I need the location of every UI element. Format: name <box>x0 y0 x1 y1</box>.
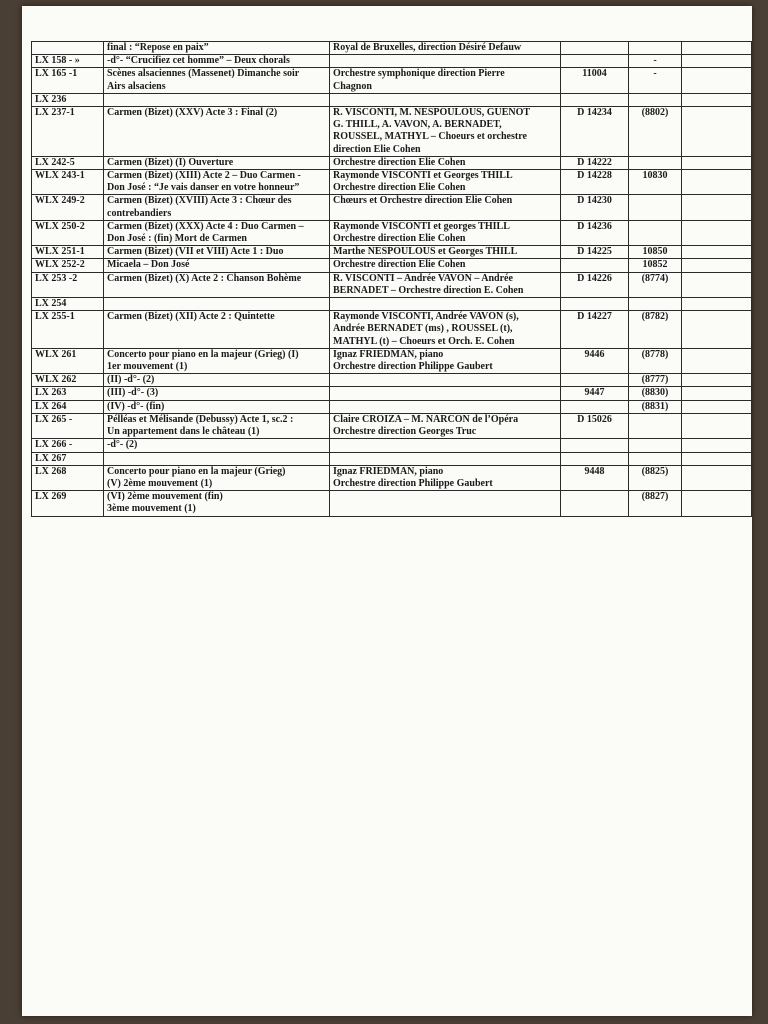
alternate-number-cell: (8825) <box>629 465 682 490</box>
table-row <box>32 400 752 413</box>
catalog-number-cell: WLX 249-2 <box>32 195 104 220</box>
performers-cell: R. VISCONTI – Andrée VAVON – Andrée BERNADET – Orchestre direction E. Cohen <box>330 272 561 297</box>
work-title-cell: Micaela – Don José <box>104 259 330 272</box>
recordings-table <box>31 41 752 517</box>
work-title-cell: (IV) -d°- (fin) <box>104 400 330 413</box>
performers-cell: Claire CROIZA – M. NARCON de l’Opéra Orchestre direction Georges Truc <box>330 413 561 438</box>
performers-cell: Ignaz FRIEDMAN, piano Orchestre direction Philippe Gaubert <box>330 348 561 373</box>
work-title-cell: Pélléas et Mélisande (Debussy) Acte 1, sc.2 : Un appartement dans le château (1) <box>104 413 330 438</box>
catalog-number-cell: WLX 250-2 <box>32 220 104 245</box>
table-row <box>32 298 752 311</box>
empty-cell <box>682 195 752 220</box>
alternate-number-cell: (8827) <box>629 491 682 516</box>
matrix-number-cell: D 14222 <box>561 156 629 169</box>
table-row <box>32 452 752 465</box>
performers-cell <box>330 452 561 465</box>
performers-cell: Orchestre direction Elie Cohen <box>330 156 561 169</box>
catalog-number-cell: LX 236 <box>32 93 104 106</box>
table-row <box>32 465 752 490</box>
work-title-cell: Carmen (Bizet) (XII) Acte 2 : Quintette <box>104 311 330 349</box>
work-title-cell: -d°- (2) <box>104 439 330 452</box>
table-row <box>32 55 752 68</box>
work-title-cell: Carmen (Bizet) (XVIII) Acte 3 : Chœur des contrebandiers <box>104 195 330 220</box>
empty-cell <box>682 93 752 106</box>
catalog-number-cell <box>32 42 104 55</box>
performers-cell: Chœurs et Orchestre direction Elie Cohen <box>330 195 561 220</box>
matrix-number-cell <box>561 374 629 387</box>
matrix-number-cell: D 15026 <box>561 413 629 438</box>
alternate-number-cell: (8830) <box>629 387 682 400</box>
alternate-number-cell: - <box>629 55 682 68</box>
performers-cell <box>330 400 561 413</box>
empty-cell <box>682 272 752 297</box>
matrix-number-cell: D 14225 <box>561 246 629 259</box>
catalog-number-cell: LX 267 <box>32 452 104 465</box>
empty-cell <box>682 220 752 245</box>
catalog-number-cell: WLX 261 <box>32 348 104 373</box>
matrix-number-cell: 9448 <box>561 465 629 490</box>
work-title-cell: Carmen (Bizet) (I) Ouverture <box>104 156 330 169</box>
catalog-number-cell: LX 237-1 <box>32 107 104 157</box>
matrix-number-cell: D 14226 <box>561 272 629 297</box>
work-title-cell: Carmen (Bizet) (XIII) Acte 2 – Duo Carmen - Don José : “Je vais danser en votre honneur” <box>104 170 330 195</box>
performers-cell: Orchestre symphonique direction Pierre Chagnon <box>330 68 561 93</box>
alternate-number-cell <box>629 413 682 438</box>
table-row <box>32 107 752 157</box>
alternate-number-cell <box>629 42 682 55</box>
matrix-number-cell <box>561 491 629 516</box>
performers-cell: Raymonde VISCONTI et georges THILL Orchestre direction Elie Cohen <box>330 220 561 245</box>
matrix-number-cell: D 14228 <box>561 170 629 195</box>
performers-cell: Raymonde VISCONTI, Andrée VAVON (s), Andrée BERNADET (ms) , ROUSSEL (t), MATHYL (t) – Choeurs et Orch. E. Cohen <box>330 311 561 349</box>
catalog-number-cell: WLX 243-1 <box>32 170 104 195</box>
empty-cell <box>682 156 752 169</box>
catalog-number-cell: LX 269 <box>32 491 104 516</box>
catalog-number-cell: LX 242-5 <box>32 156 104 169</box>
catalog-page <box>22 6 752 1016</box>
empty-cell <box>682 55 752 68</box>
matrix-number-cell: 9447 <box>561 387 629 400</box>
work-title-cell <box>104 298 330 311</box>
catalog-number-cell: LX 263 <box>32 387 104 400</box>
alternate-number-cell: (8778) <box>629 348 682 373</box>
alternate-number-cell <box>629 439 682 452</box>
empty-cell <box>682 311 752 349</box>
table-row <box>32 93 752 106</box>
alternate-number-cell: (8782) <box>629 311 682 349</box>
table-row <box>32 195 752 220</box>
table-row <box>32 387 752 400</box>
matrix-number-cell <box>561 452 629 465</box>
alternate-number-cell <box>629 452 682 465</box>
empty-cell <box>682 465 752 490</box>
work-title-cell: (VI) 2ème mouvement (fin) 3ème mouvement (1) <box>104 491 330 516</box>
catalog-number-cell: LX 264 <box>32 400 104 413</box>
alternate-number-cell <box>629 298 682 311</box>
catalog-number-cell: LX 255-1 <box>32 311 104 349</box>
alternate-number-cell: 10852 <box>629 259 682 272</box>
alternate-number-cell <box>629 93 682 106</box>
work-title-cell: Carmen (Bizet) (XXX) Acte 4 : Duo Carmen – Don José : (fin) Mort de Carmen <box>104 220 330 245</box>
performers-cell: Marthe NESPOULOUS et Georges THILL <box>330 246 561 259</box>
table-row <box>32 413 752 438</box>
performers-cell <box>330 491 561 516</box>
table-row <box>32 68 752 93</box>
catalog-number-cell: WLX 262 <box>32 374 104 387</box>
work-title-cell: Concerto pour piano en la majeur (Grieg) (V) 2ème mouvement (1) <box>104 465 330 490</box>
work-title-cell: Carmen (Bizet) (VII et VIII) Acte 1 : Duo <box>104 246 330 259</box>
catalog-number-cell: WLX 252-2 <box>32 259 104 272</box>
work-title-cell <box>104 93 330 106</box>
work-title-cell <box>104 452 330 465</box>
matrix-number-cell: 11004 <box>561 68 629 93</box>
performers-cell: Orchestre direction Elie Cohen <box>330 259 561 272</box>
work-title-cell: (II) -d°- (2) <box>104 374 330 387</box>
work-title-cell: Concerto pour piano en la majeur (Grieg) (I) 1er mouvement (1) <box>104 348 330 373</box>
alternate-number-cell: 10830 <box>629 170 682 195</box>
matrix-number-cell: D 14230 <box>561 195 629 220</box>
table-row <box>32 156 752 169</box>
performers-cell: R. VISCONTI, M. NESPOULOUS, GUENOT G. THILL, A. VAVON, A. BERNADET, ROUSSEL, MATHYL – Choeurs et orchestre direction Elie Cohen <box>330 107 561 157</box>
catalog-number-cell: LX 266 - <box>32 439 104 452</box>
catalog-number-cell: LX 158 - » <box>32 55 104 68</box>
empty-cell <box>682 107 752 157</box>
matrix-number-cell <box>561 298 629 311</box>
alternate-number-cell: (8777) <box>629 374 682 387</box>
table-row <box>32 374 752 387</box>
table-row <box>32 42 752 55</box>
matrix-number-cell: D 14227 <box>561 311 629 349</box>
matrix-number-cell <box>561 439 629 452</box>
table-row <box>32 246 752 259</box>
work-title-cell: final : “Repose en paix” <box>104 42 330 55</box>
work-title-cell: Scènes alsaciennes (Massenet) Dimanche soir Airs alsaciens <box>104 68 330 93</box>
recordings-table-body <box>32 42 752 517</box>
empty-cell <box>682 348 752 373</box>
catalog-number-cell: LX 165 -1 <box>32 68 104 93</box>
alternate-number-cell: - <box>629 68 682 93</box>
empty-cell <box>682 452 752 465</box>
performers-cell: Ignaz FRIEDMAN, piano Orchestre direction Philippe Gaubert <box>330 465 561 490</box>
alternate-number-cell: (8802) <box>629 107 682 157</box>
alternate-number-cell: (8774) <box>629 272 682 297</box>
empty-cell <box>682 42 752 55</box>
catalog-number-cell: LX 254 <box>32 298 104 311</box>
matrix-number-cell: 9446 <box>561 348 629 373</box>
table-row <box>32 170 752 195</box>
empty-cell <box>682 413 752 438</box>
performers-cell <box>330 55 561 68</box>
performers-cell: Royal de Bruxelles, direction Désiré Defauw <box>330 42 561 55</box>
work-title-cell: Carmen (Bizet) (X) Acte 2 : Chanson Bohème <box>104 272 330 297</box>
work-title-cell: -d°- “Crucifiez cet homme” – Deux chorals <box>104 55 330 68</box>
empty-cell <box>682 246 752 259</box>
work-title-cell: Carmen (Bizet) (XXV) Acte 3 : Final (2) <box>104 107 330 157</box>
empty-cell <box>682 374 752 387</box>
catalog-number-cell: LX 253 -2 <box>32 272 104 297</box>
alternate-number-cell <box>629 195 682 220</box>
empty-cell <box>682 68 752 93</box>
table-row <box>32 491 752 516</box>
performers-cell <box>330 93 561 106</box>
empty-cell <box>682 439 752 452</box>
catalog-number-cell: LX 265 - <box>32 413 104 438</box>
empty-cell <box>682 170 752 195</box>
matrix-number-cell <box>561 93 629 106</box>
alternate-number-cell <box>629 220 682 245</box>
table-row <box>32 348 752 373</box>
empty-cell <box>682 400 752 413</box>
catalog-number-cell: LX 268 <box>32 465 104 490</box>
table-row <box>32 259 752 272</box>
matrix-number-cell <box>561 400 629 413</box>
performers-cell <box>330 374 561 387</box>
empty-cell <box>682 298 752 311</box>
performers-cell <box>330 439 561 452</box>
performers-cell: Raymonde VISCONTI et Georges THILL Orchestre direction Elie Cohen <box>330 170 561 195</box>
empty-cell <box>682 491 752 516</box>
performers-cell <box>330 298 561 311</box>
table-row <box>32 311 752 349</box>
table-row <box>32 272 752 297</box>
alternate-number-cell: (8831) <box>629 400 682 413</box>
empty-cell <box>682 387 752 400</box>
empty-cell <box>682 259 752 272</box>
catalog-number-cell: WLX 251-1 <box>32 246 104 259</box>
alternate-number-cell <box>629 156 682 169</box>
matrix-number-cell <box>561 42 629 55</box>
performers-cell <box>330 387 561 400</box>
matrix-number-cell: D 14236 <box>561 220 629 245</box>
table-row <box>32 220 752 245</box>
matrix-number-cell <box>561 55 629 68</box>
matrix-number-cell: D 14234 <box>561 107 629 157</box>
alternate-number-cell: 10850 <box>629 246 682 259</box>
matrix-number-cell <box>561 259 629 272</box>
table-row <box>32 439 752 452</box>
work-title-cell: (III) -d°- (3) <box>104 387 330 400</box>
